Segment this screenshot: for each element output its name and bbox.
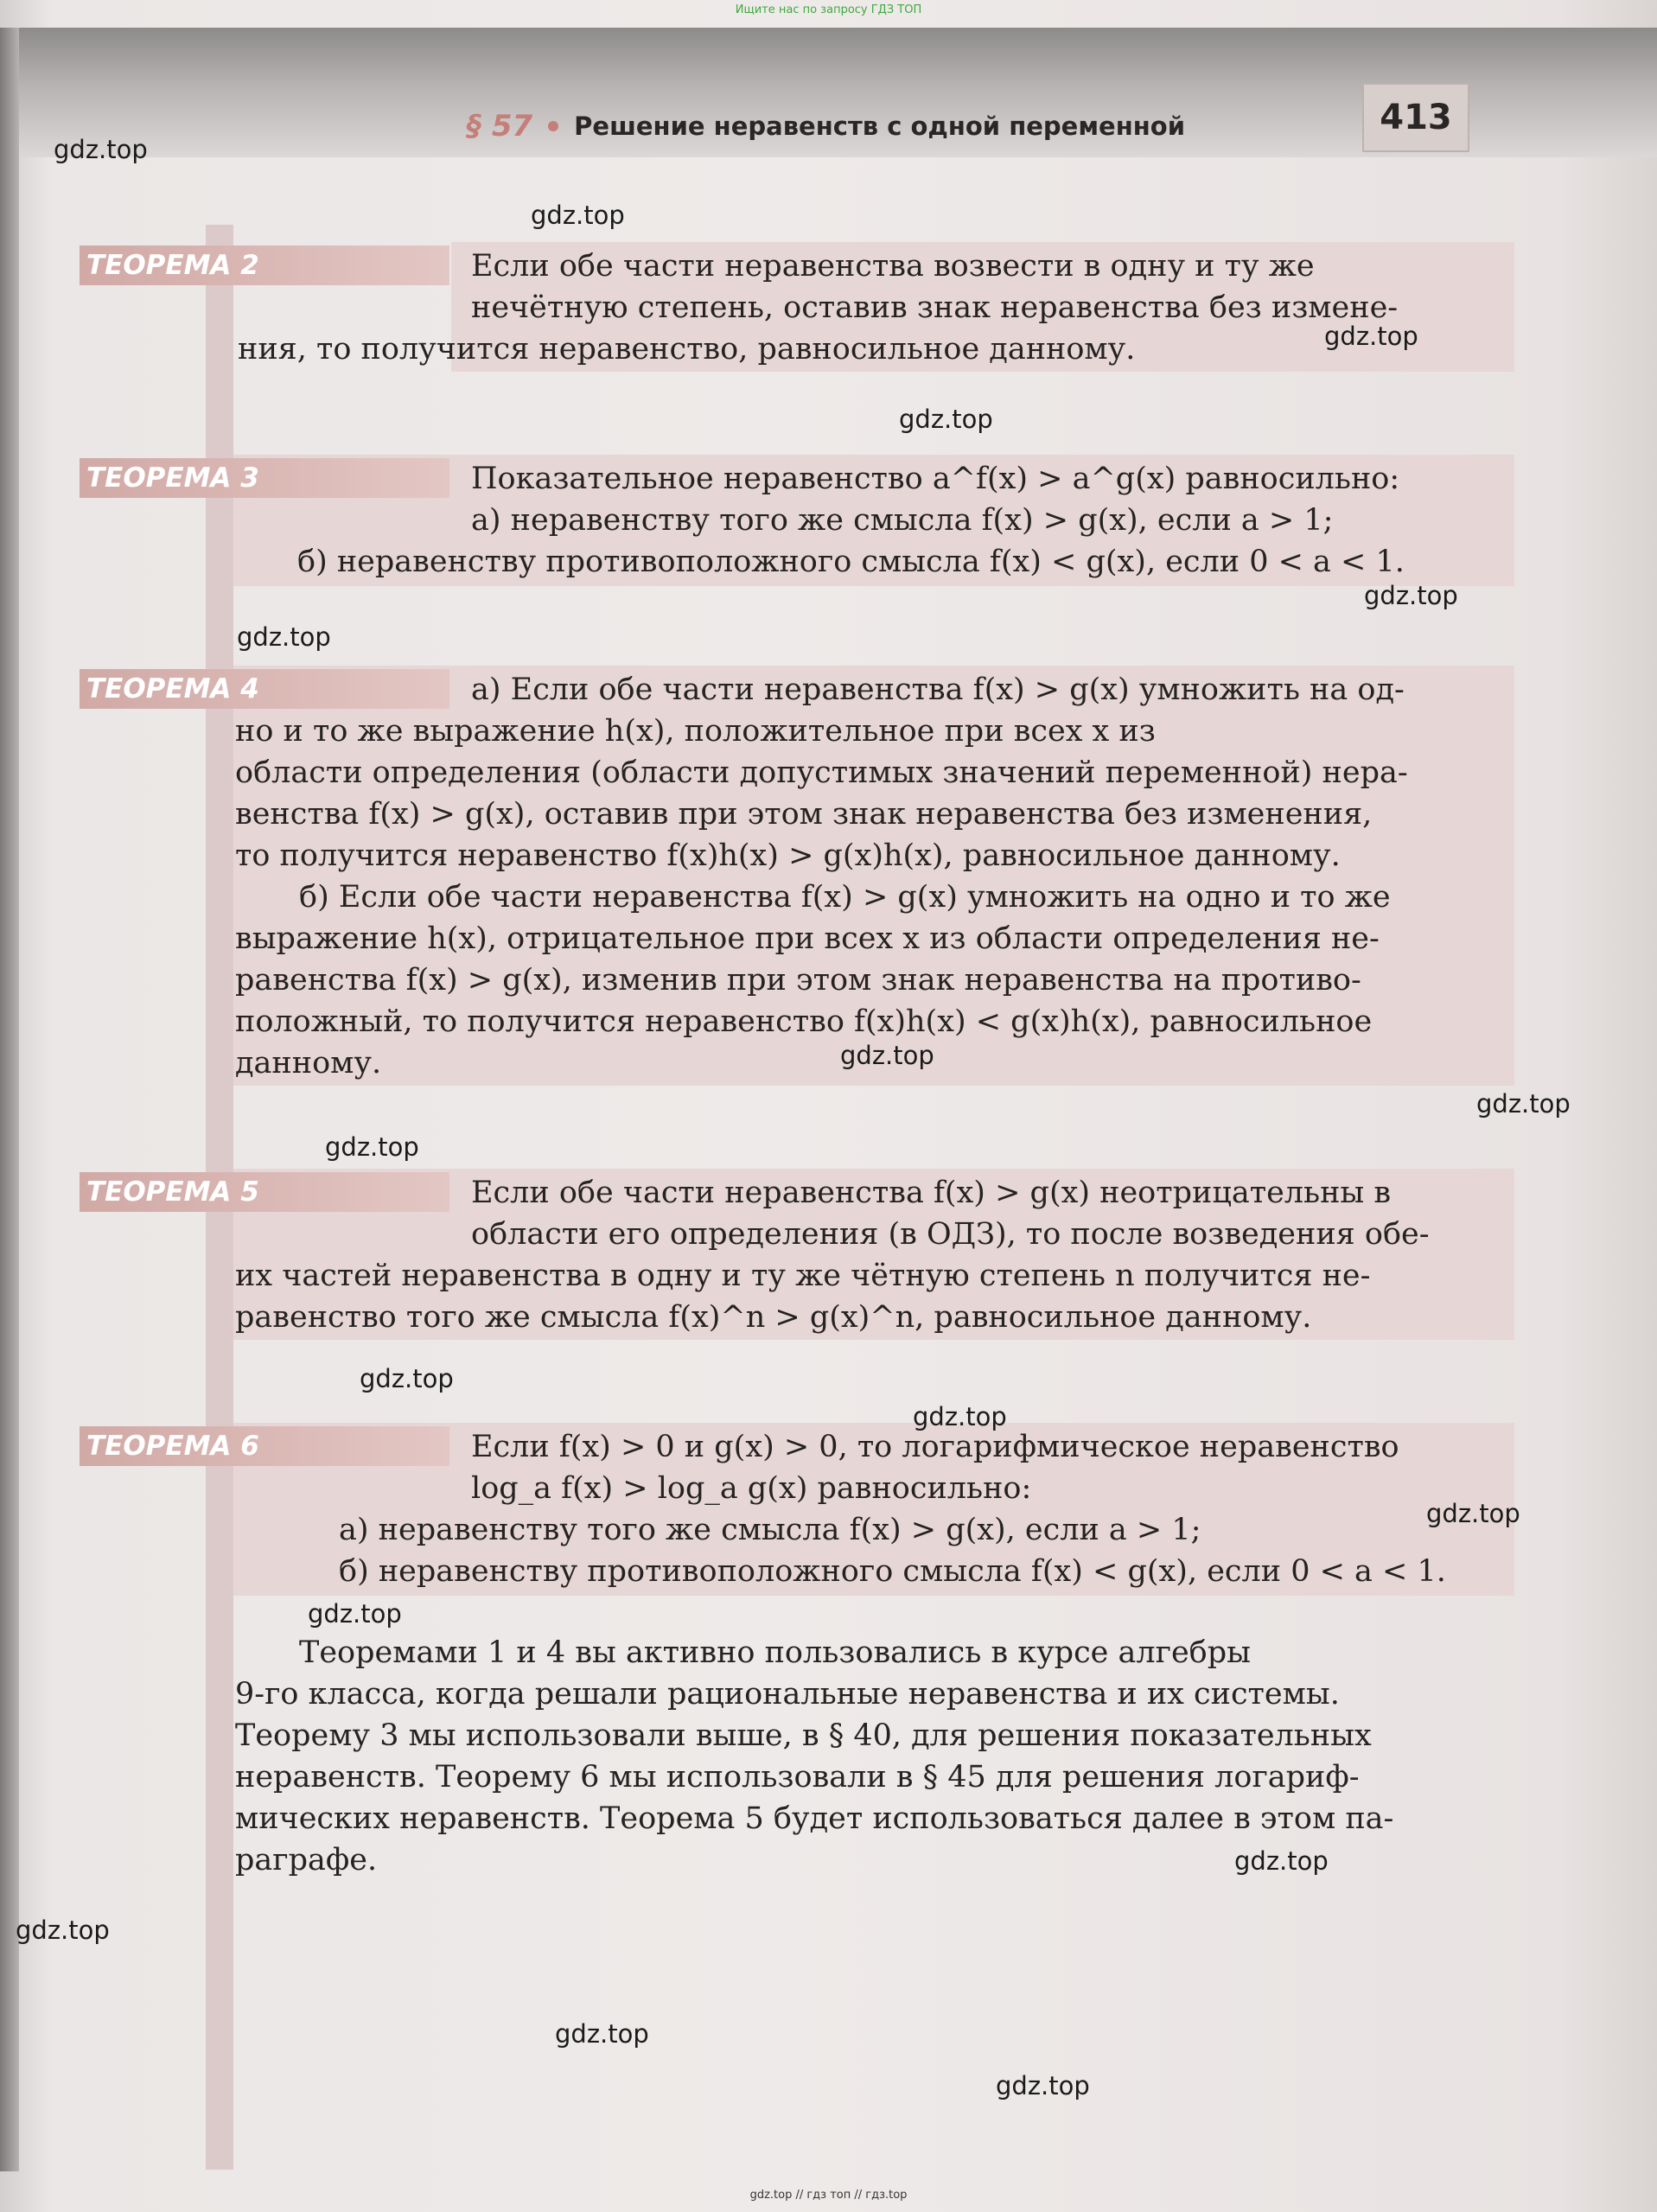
theorem-line: а) Если обе части неравенства f(x) > g(x) умножить на од-	[471, 673, 1405, 707]
theorem-line: б) неравенству противоположного смысла f(x) < g(x), если 0 < a < 1.	[297, 545, 1405, 579]
watermark: gdz.top	[308, 1599, 402, 1629]
theorem-line: данному.	[235, 1046, 382, 1081]
theorem-5-label: ТЕОРЕМА 5	[80, 1172, 449, 1212]
theorem-2-text	[238, 245, 1498, 370]
theorem-line: а) неравенству того же смысла f(x) > g(x), если a > 1;	[471, 503, 1334, 538]
watermark: gdz.top	[840, 1041, 934, 1070]
theorem-4-text	[235, 669, 1497, 1084]
theorem-line: б) Если обе части неравенства f(x) > g(x) умножить на одно и то же	[299, 880, 1391, 915]
theorem-2-label: ТЕОРЕМА 2	[80, 245, 449, 285]
page-spine-shadow	[0, 28, 19, 2171]
watermark: gdz.top	[16, 1916, 110, 1945]
section-title: Решение неравенств с одной переменной	[574, 112, 1186, 141]
theorem-line: области определения (области допустимых значений переменной) нера-	[235, 755, 1408, 790]
theorem-line: положный, то получится неравенство f(x)h(x) < g(x)h(x), равносильное	[235, 1004, 1373, 1039]
theorem-line: нечётную степень, оставив знак неравенства без измене-	[471, 290, 1399, 325]
paragraph-line: неравенств. Теорему 6 мы использовали в § 45 для решения логариф-	[235, 1760, 1360, 1794]
theorem-line: Если f(x) > 0 и g(x) > 0, то логарифмическое неравенство	[471, 1430, 1399, 1464]
theorem-line: Если обе части неравенства возвести в одну и ту же	[471, 249, 1315, 284]
watermark: gdz.top	[1476, 1089, 1571, 1119]
watermark: gdz.top	[54, 135, 148, 164]
watermark: gdz.top	[237, 622, 331, 652]
theorem-line: ния, то получится неравенство, равносильное данному.	[238, 332, 1136, 367]
page-number-box	[1362, 83, 1469, 152]
watermark: gdz.top	[325, 1132, 419, 1162]
theorem-6-text	[235, 1426, 1497, 1592]
watermark: gdz.top	[360, 1364, 454, 1393]
watermark: gdz.top	[1364, 581, 1458, 610]
theorem-line: равенства f(x) > g(x), изменив при этом знак неравенства на противо-	[235, 963, 1361, 998]
theorem-line: но и то же выражение h(x), положительное при всех x из	[235, 714, 1156, 749]
theorem-line: равенство того же смысла f(x)^n > g(x)^n, равносильное данному.	[235, 1300, 1312, 1335]
theorem-line: венства f(x) > g(x), оставив при этом знак неравенства без изменения,	[235, 797, 1373, 832]
watermark: gdz.top	[913, 1402, 1007, 1431]
paragraph-line: Теоремами 1 и 4 вы активно пользовались в курсе алгебры	[299, 1635, 1251, 1670]
watermark: gdz.top	[1324, 322, 1418, 351]
watermark: gdz.top	[555, 2019, 649, 2049]
theorem-line: Если обе части неравенства f(x) > g(x) неотрицательны в	[471, 1176, 1392, 1210]
paragraph-line: мических неравенств. Теорема 5 будет использоваться далее в этом па-	[235, 1801, 1394, 1836]
theorem-line: области его определения (в ОДЗ), то после возведения обе-	[471, 1217, 1430, 1252]
theorem-line: log_a f(x) > log_a g(x) равносильно:	[471, 1471, 1032, 1506]
watermark: gdz.top	[1426, 1499, 1520, 1528]
theorem-line: то получится неравенство f(x)h(x) > g(x)h(x), равносильное данному.	[235, 838, 1341, 873]
watermark: gdz.top	[996, 2071, 1090, 2100]
theorem-6-label: ТЕОРЕМА 6	[80, 1426, 449, 1466]
page-number: 413	[1380, 98, 1452, 137]
page-header	[467, 102, 1185, 150]
theorem-3-label: ТЕОРЕМА 3	[80, 458, 449, 498]
watermark: gdz.top	[899, 405, 993, 434]
theorem-line: Показательное неравенство a^f(x) > a^g(x) равносильно:	[471, 462, 1400, 496]
theorem-line: их частей неравенства в одну и ту же чётную степень n получится не-	[235, 1259, 1371, 1293]
paragraph-line: Теорему 3 мы использовали выше, в § 40, для решения показательных	[235, 1718, 1372, 1753]
top-search-link[interactable]: Ищите нас по запросу ГДЗ ТОП	[735, 3, 922, 16]
paragraph-line: раграфе.	[235, 1843, 378, 1877]
theorem-line: б) неравенству противоположного смысла f(x) < g(x), если 0 < a < 1.	[339, 1554, 1446, 1589]
theorem-4-label: ТЕОРЕМА 4	[80, 669, 449, 709]
bottom-link[interactable]: gdz.top // гдз топ // гдз.top	[749, 2189, 908, 2202]
section-number: § 57	[467, 109, 533, 143]
watermark: gdz.top	[1234, 1846, 1329, 1876]
theorem-line: а) неравенству того же смысла f(x) > g(x), если a > 1;	[339, 1513, 1201, 1547]
watermark: gdz.top	[531, 201, 625, 230]
bullet-dot-icon	[548, 121, 558, 131]
theorem-3-text	[233, 458, 1497, 583]
theorem-line: выражение h(x), отрицательное при всех x из области определения не-	[235, 921, 1380, 956]
theorem-5-text	[235, 1172, 1497, 1338]
body-paragraph	[235, 1632, 1494, 1881]
paragraph-line: 9-го класса, когда решали рациональные неравенства и их системы.	[235, 1677, 1340, 1712]
